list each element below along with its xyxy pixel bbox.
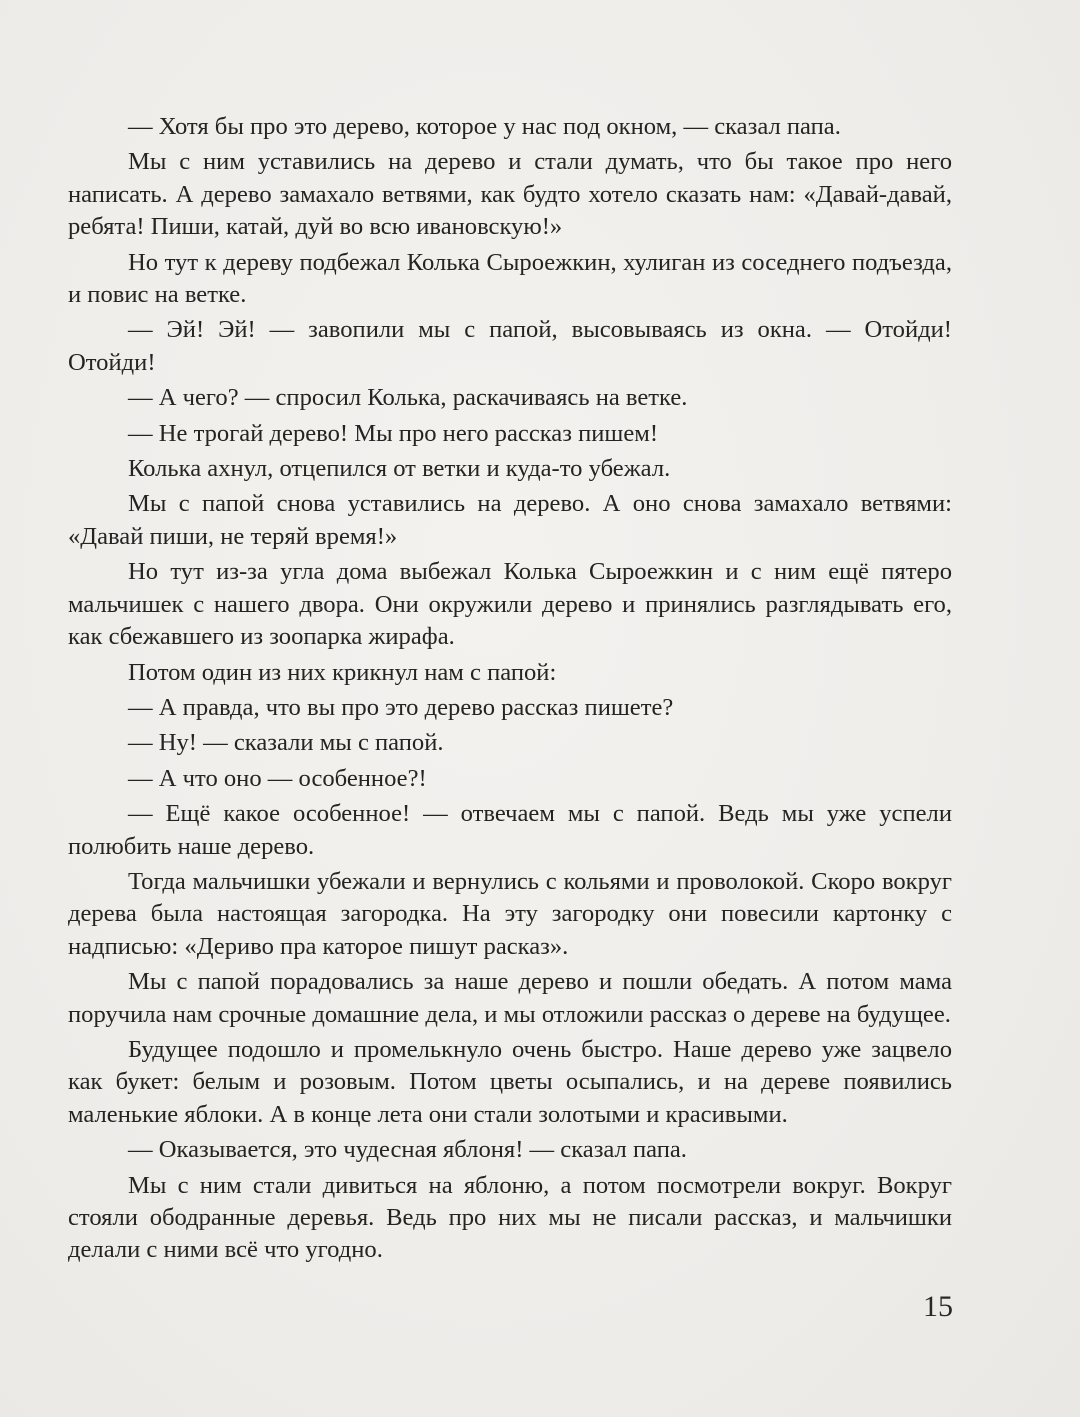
paragraph: Мы с ним уставились на дерево и стали думать, что бы такое про него написать. А дерево замахало ветвями, как будто хотело сказать нам: «Давай-давай, ребята! Пиши, катай, дуй во всю ивановскую!» [68,148,952,241]
paragraph: — А правда, что вы про это дерево рассказ пишете? [128,693,674,721]
paragraph: — А чего? — спросил Колька, раскачиваясь на ветке. [128,384,688,412]
paragraph: — Хотя бы про это дерево, которое у нас под окном, — сказал папа. [128,113,841,140]
paragraph: — Ну! — сказали мы с папой. [128,729,444,757]
paragraph: Потом один из них крикнул нам с папой: [128,658,557,686]
paragraph: Колька ахнул, отцепился от ветки и куда-то убежал. [128,455,671,483]
paragraph: — Не трогай дерево! Мы про него рассказ пишем! [128,419,659,447]
paragraph: — Эй! Эй! — завопили мы с папой, высовываясь из окна. — Отойди! Отойди! [68,316,952,376]
page-number: 15 [923,1290,953,1323]
paragraph: Мы с папой порадовались за наше дерево и пошли обедать. А потом мама поручила нам срочные домашние дела, и мы отложили рассказ о дереве на будущее. [68,968,952,1028]
paragraph: Мы с папой снова уставились на дерево. А оно снова замахало ветвями: «Давай пиши, не теряй время!» [68,490,952,550]
paragraph: Но тут из-за угла дома выбежал Колька Сыроежкин и с ним ещё пятеро мальчишек с нашего двора. Они окружили дерево и принялись разглядывать его, как сбежавшего из зоопарка жирафа. [68,558,952,651]
paragraph: — А что оно — особенное?! [128,764,427,792]
paragraph: Будущее подошло и промелькнуло очень быстро. Наше дерево уже зацвело как букет: белым и розовым. Потом цветы осыпались, и на дереве появились маленькие яблоки. А в конце лета они стали золотыми и красивыми. [68,1035,952,1128]
paragraph: — Оказывается, это чудесная яблоня! — сказал папа. [128,1136,687,1164]
paragraph: Но тут к дереву подбежал Колька Сыроежкин, хулиган из соседнего подъезда, и повис на ветке. [68,248,952,309]
paragraph: Тогда мальчишки убежали и вернулись с кольями и проволокой. Скоро вокруг дерева была настоящая загородка. На эту загородку они повесили картонку с надписью: «Дериво пра каторое пишут расказ». [68,867,952,960]
paragraph: — Ещё какое особенное! — отвечаем мы с папой. Ведь мы уже успели полюбить наше дерево. [68,800,952,860]
paragraph: Мы с ним стали дивиться на яблоню, а потом посмотрели вокруг. Вокруг стояли ободранные деревья. Ведь про них мы не писали рассказ, и мальчишки делали с ними всё что угодно. [68,1171,952,1264]
story-text [68,111,952,1270]
